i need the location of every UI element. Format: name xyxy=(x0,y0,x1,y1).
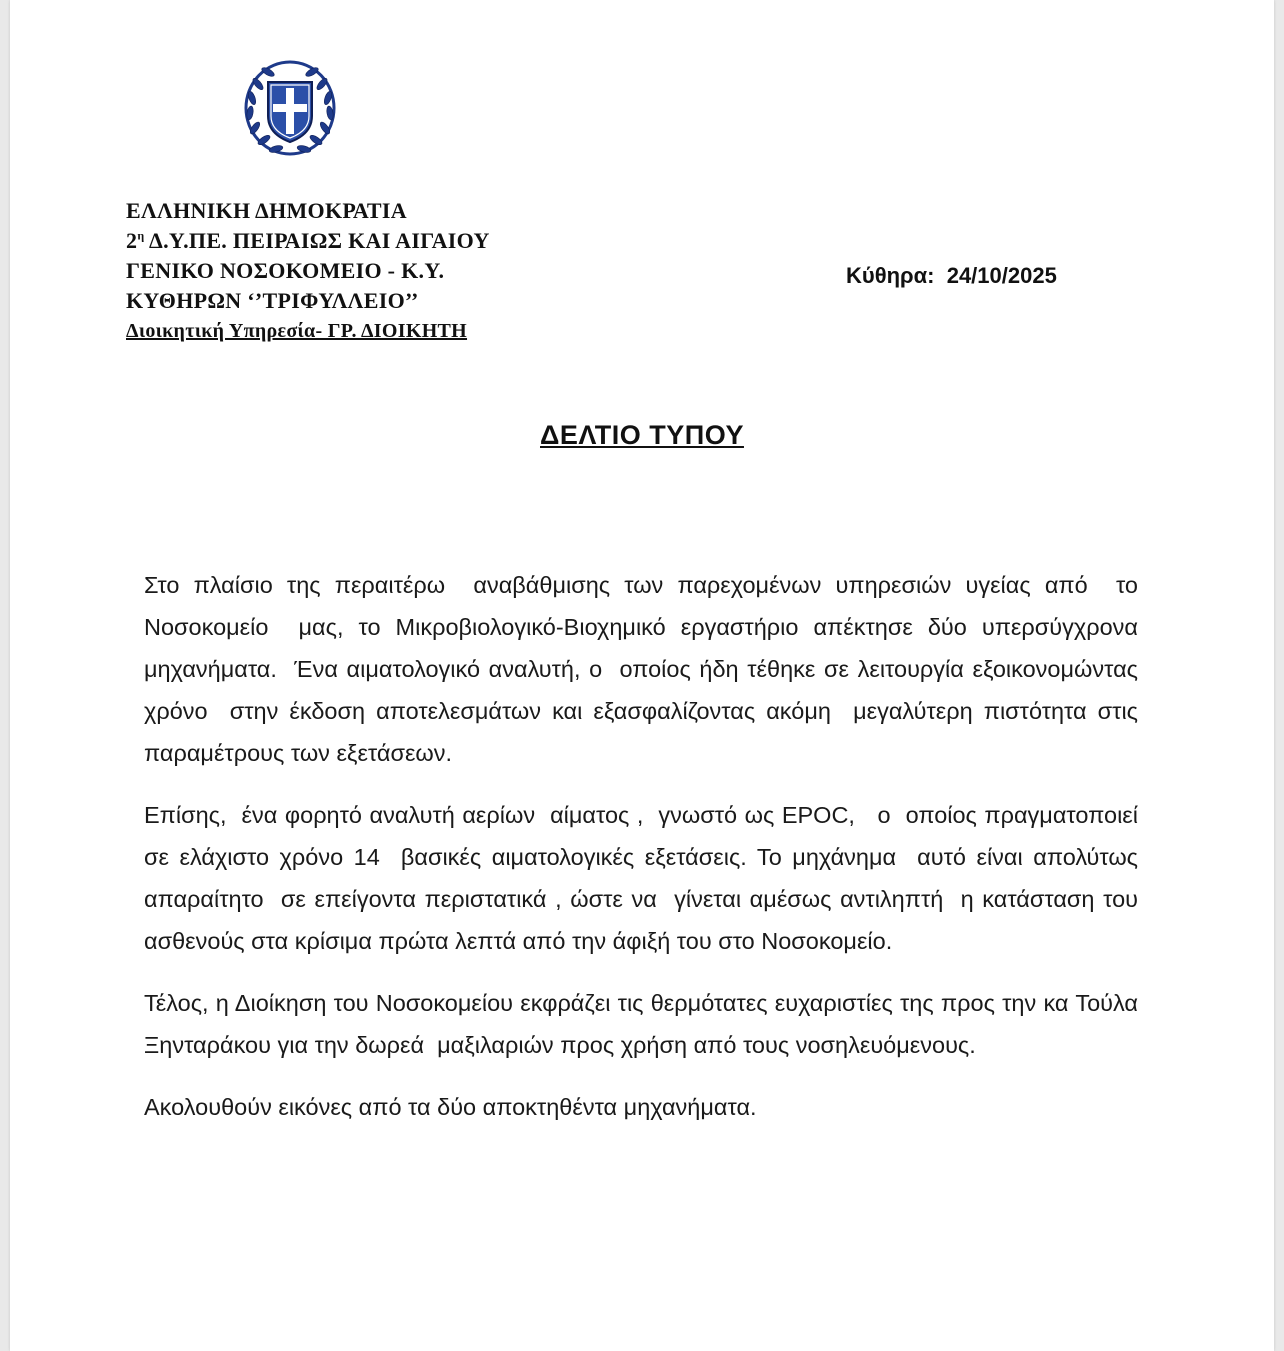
paragraph: Ακολουθούν εικόνες από τα δύο αποκτηθέντα μηχανήματα. xyxy=(144,1094,757,1120)
page-title: ΔΕΛΤΙΟ ΤΥΠΟΥ xyxy=(540,420,744,450)
issuing-authority-header xyxy=(126,196,490,346)
header-region-number: 2 xyxy=(126,228,138,253)
greek-coat-of-arms-icon xyxy=(242,58,338,158)
header-health-region xyxy=(126,226,490,256)
header-republic: ΕΛΛΗΝΙΚΗ ΔΗΜΟΚΡΑΤΙΑ xyxy=(126,198,407,223)
paragraph: Στο πλαίσιο της περαιτέρω αναβάθμισης των παρεχομένων υπηρεσιών υγείας από το Νοσοκομείο μας, το Μικροβιολογικό-Βιοχημικό εργαστήριο απέκτησε δύο υπερσύγχρονα μηχανήματα. Ένα αιματολογικό αναλυτή, ο οποίος ήδη τέθηκε σε λειτουργία εξοικονομώντας χρόνο στην έκδοση αποτελεσμάτων και εξασφαλίζοντας ακόμη μεγαλύτερη πιστότητα στις παραμέτρους των εξετάσεων. xyxy=(144,572,1152,766)
paragraph: Επίσης, ένα φορητό αναλυτή αερίων αίματος , γνωστό ως EPOC, ο οποίος πραγματοποιεί σε ελάχιστο χρόνο 14 βασικές αιματολογικές εξετάσεις. Το μηχάνημα αυτό είναι απολύτως απαραίτητο σε επείγοντα περιστατικά , ώστε να γίνεται αμέσως αντιληπτή η κατάσταση του ασθενούς στα κρίσιμα πρώτα λεπτά από την άφιξή του στο Νοσοκομείο. xyxy=(144,802,1145,954)
header-region-name: Δ.Υ.ΠΕ. ΠΕΙΡΑΙΩΣ ΚΑΙ ΑΙΓΑΙΟΥ xyxy=(144,228,490,253)
place-and-date: Κύθηρα: 24/10/2025 xyxy=(846,263,1057,288)
header-region-ordinal: η xyxy=(137,228,145,243)
document-page xyxy=(10,0,1274,1351)
header-hospital: ΓΕΝΙΚΟ ΝΟΣΟΚΟΜΕΙΟ - Κ.Υ. xyxy=(126,258,445,283)
paragraph: Τέλος, η Διοίκηση του Νοσοκομείου εκφράζει τις θερμότατες ευχαριστίες της προς την κα Τούλα Ξηνταράκου για την δωρεά μαξιλαριών προς χρήση από τους νοσηλευόμενους. xyxy=(144,990,1145,1058)
header-department: Διοικητική Υπηρεσία- ΓΡ. ΔΙΟΙΚΗΤΗ xyxy=(126,320,468,342)
header-hospital-name: ΚΥΘΗΡΩΝ ‘’ΤΡΙΦΥΛΛΕΙΟ’’ xyxy=(126,288,419,313)
press-release-body xyxy=(144,564,1152,1148)
